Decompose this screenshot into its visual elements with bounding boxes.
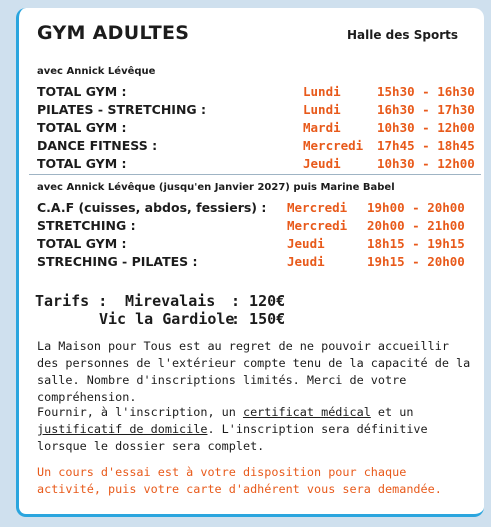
- notice-trial: Un cours d'essai est à votre disposition pour chaque activité, puis votre carte d'adhérent vous sera demandée.: [37, 465, 442, 496]
- notice-underlined: certificat médical: [242, 405, 371, 419]
- tarif-price: : 150€: [231, 310, 286, 328]
- activity-day: Lundi: [303, 84, 341, 99]
- notice-underlined: justificatif de domicile: [37, 422, 208, 436]
- activity-name: C.A.F (cuisses, abdos, fessiers) :: [37, 200, 267, 215]
- activity-day: Mardi: [303, 120, 341, 135]
- section-divider: [29, 174, 481, 175]
- activity-name: STRETCHING :: [37, 218, 136, 233]
- activity-time: 15h30 - 16h30: [377, 84, 475, 99]
- tarif-price: : 120€: [231, 292, 286, 310]
- activity-name: DANCE FITNESS :: [37, 138, 158, 153]
- activity-time: 10h30 - 12h00: [377, 120, 475, 135]
- notice-documents: [37, 404, 472, 455]
- activity-day: Jeudi: [287, 236, 325, 251]
- flyer-card: [16, 8, 484, 517]
- activity-day: Jeudi: [287, 254, 325, 269]
- activity-time: 18h15 - 19h15: [367, 236, 465, 251]
- coach-line-2: avec Annick Lévêque (jusqu'en Janvier 2027) puis Marine Babel: [37, 182, 395, 193]
- activity-name: TOTAL GYM :: [37, 236, 127, 251]
- page-title: GYM ADULTES: [37, 22, 190, 44]
- notice-capacity: La Maison pour Tous est au regret de ne pouvoir accueillir des personnes de l'extérieur compte tenu de la capacité de la salle. Nombre d'inscriptions limités. Merci de votre compréhension.: [37, 339, 471, 404]
- coach-line-1: avec Annick Lévêque: [37, 66, 156, 77]
- activity-time: 19h15 - 20h00: [367, 254, 465, 269]
- tarifs-label: Tarifs :: [35, 292, 108, 310]
- notice-text: . L'inscription sera définitive lorsque le dossier sera complet.: [37, 422, 428, 453]
- activity-name: STRECHING - PILATES :: [37, 254, 198, 269]
- activity-day: Mercredi: [287, 200, 348, 215]
- activity-time: 10h30 - 12h00: [377, 156, 475, 171]
- activity-name: TOTAL GYM :: [37, 156, 127, 171]
- notice-text: Fournir, à l'inscription, un: [37, 405, 243, 419]
- tarif-name: Mirevalais: [125, 292, 216, 310]
- activity-day: Mercredi: [287, 218, 348, 233]
- activity-time: 17h45 - 18h45: [377, 138, 475, 153]
- activity-name: TOTAL GYM :: [37, 120, 127, 135]
- activity-time: 20h00 - 21h00: [367, 218, 465, 233]
- tarif-name: Vic la Gardiole: [99, 310, 235, 328]
- activity-name: TOTAL GYM :: [37, 84, 127, 99]
- activity-day: Mercredi: [303, 138, 364, 153]
- notice-text: et un: [370, 405, 414, 419]
- activity-time: 19h00 - 20h00: [367, 200, 465, 215]
- activity-day: Jeudi: [303, 156, 341, 171]
- activity-name: PILATES - STRETCHING :: [37, 102, 207, 117]
- activity-day: Lundi: [303, 102, 341, 117]
- venue-label: Halle des Sports: [346, 28, 458, 42]
- activity-time: 16h30 - 17h30: [377, 102, 475, 117]
